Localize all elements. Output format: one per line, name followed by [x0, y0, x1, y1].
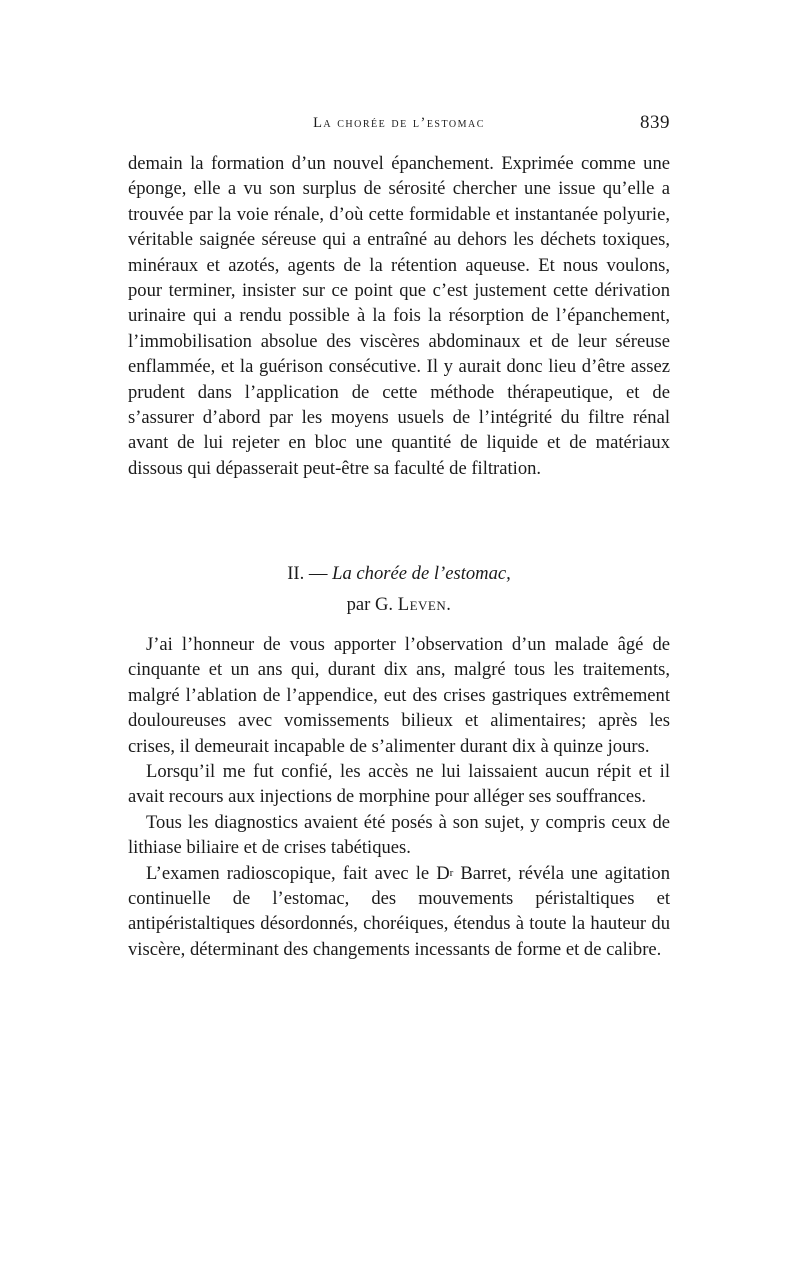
page-number: 839 [640, 112, 670, 133]
doctor-abbrev-sup: r [449, 867, 454, 880]
running-title-apostrophe: ’ [420, 115, 427, 131]
section-number: II. — [287, 563, 333, 584]
running-title-suffix: estomac [426, 115, 485, 131]
article-paragraph-4-start: L’examen radioscopique, fait avec le D [146, 862, 450, 884]
article-text [128, 632, 670, 962]
article-paragraph-3: Tous les diagnostics avaient été posés à son sujet, y compris ceux de lithiase biliaire et de crises tabétiques. [128, 811, 670, 859]
running-title [128, 115, 670, 132]
article-paragraph-4-end: Barret, révéla une agitation continuelle de l’estomac, des mouvements péristaltiques et antipéristaltiques désordonnés, choréiques, étendus à toute la hauteur du viscère, déterminant des changements incessants de forme et de calibre. [128, 862, 670, 960]
continuation-paragraph: demain la formation d’un nouvel épanchement. Exprimée comme une éponge, elle a vu son surplus de sérosité chercher une issue qu’elle a trouvée par la voie rénale, d’où cette formidable et instantanée polyurie, véritable saignée séreuse qui a entraîné au dehors les déchets toxiques, minéraux et azotés, agents de la rétention aqueuse. Et nous voulons, pour terminer, insister sur ce point que c’est justement cette dérivation urinaire qui a rendu possible à la fois la résorption de l’épanchement, l’immobilisation absolue des viscères abdominaux et de leur séreuse enflammée, et la guérison consécutive. Il y aurait donc lieu d’être assez prudent dans l’application de cette méthode thérapeutique, et de s’assurer d’abord par les moyens usuels de l’intégrité du filtre rénal avant de lui rejeter en bloc une quantité de liquide et de matériaux dissous qui dépasserait peut-être sa faculté de filtration. [128, 153, 670, 479]
continuation-text [128, 151, 670, 481]
article-paragraph-1: J’ai l’honneur de vous apporter l’observation d’un malade âgé de cinquante et un ans qui, durant dix ans, malgré tous les traitements, malgré l’ablation de l’appendice, eut des crises gastriques extrêmement douloureuses avec vomissements bilieux et alimentaires; après les crises, il demeurait incapable de s’alimenter durant dix à quinze jours. [128, 634, 670, 757]
author-by: par G. [346, 594, 398, 615]
section-heading [128, 561, 670, 586]
article-paragraph-4 [128, 861, 670, 963]
author-name: Leven. [397, 594, 452, 615]
section-title: La chorée de l’estomac, [332, 563, 511, 584]
author-line [128, 592, 670, 617]
article-paragraph-2: Lorsqu’il me fut confié, les accès ne lui laissaient aucun répit et il avait recours aux injections de morphine pour alléger ses souffrances. [128, 761, 670, 808]
running-title-prefix: La chorée de l [313, 115, 421, 131]
running-head [128, 112, 670, 138]
